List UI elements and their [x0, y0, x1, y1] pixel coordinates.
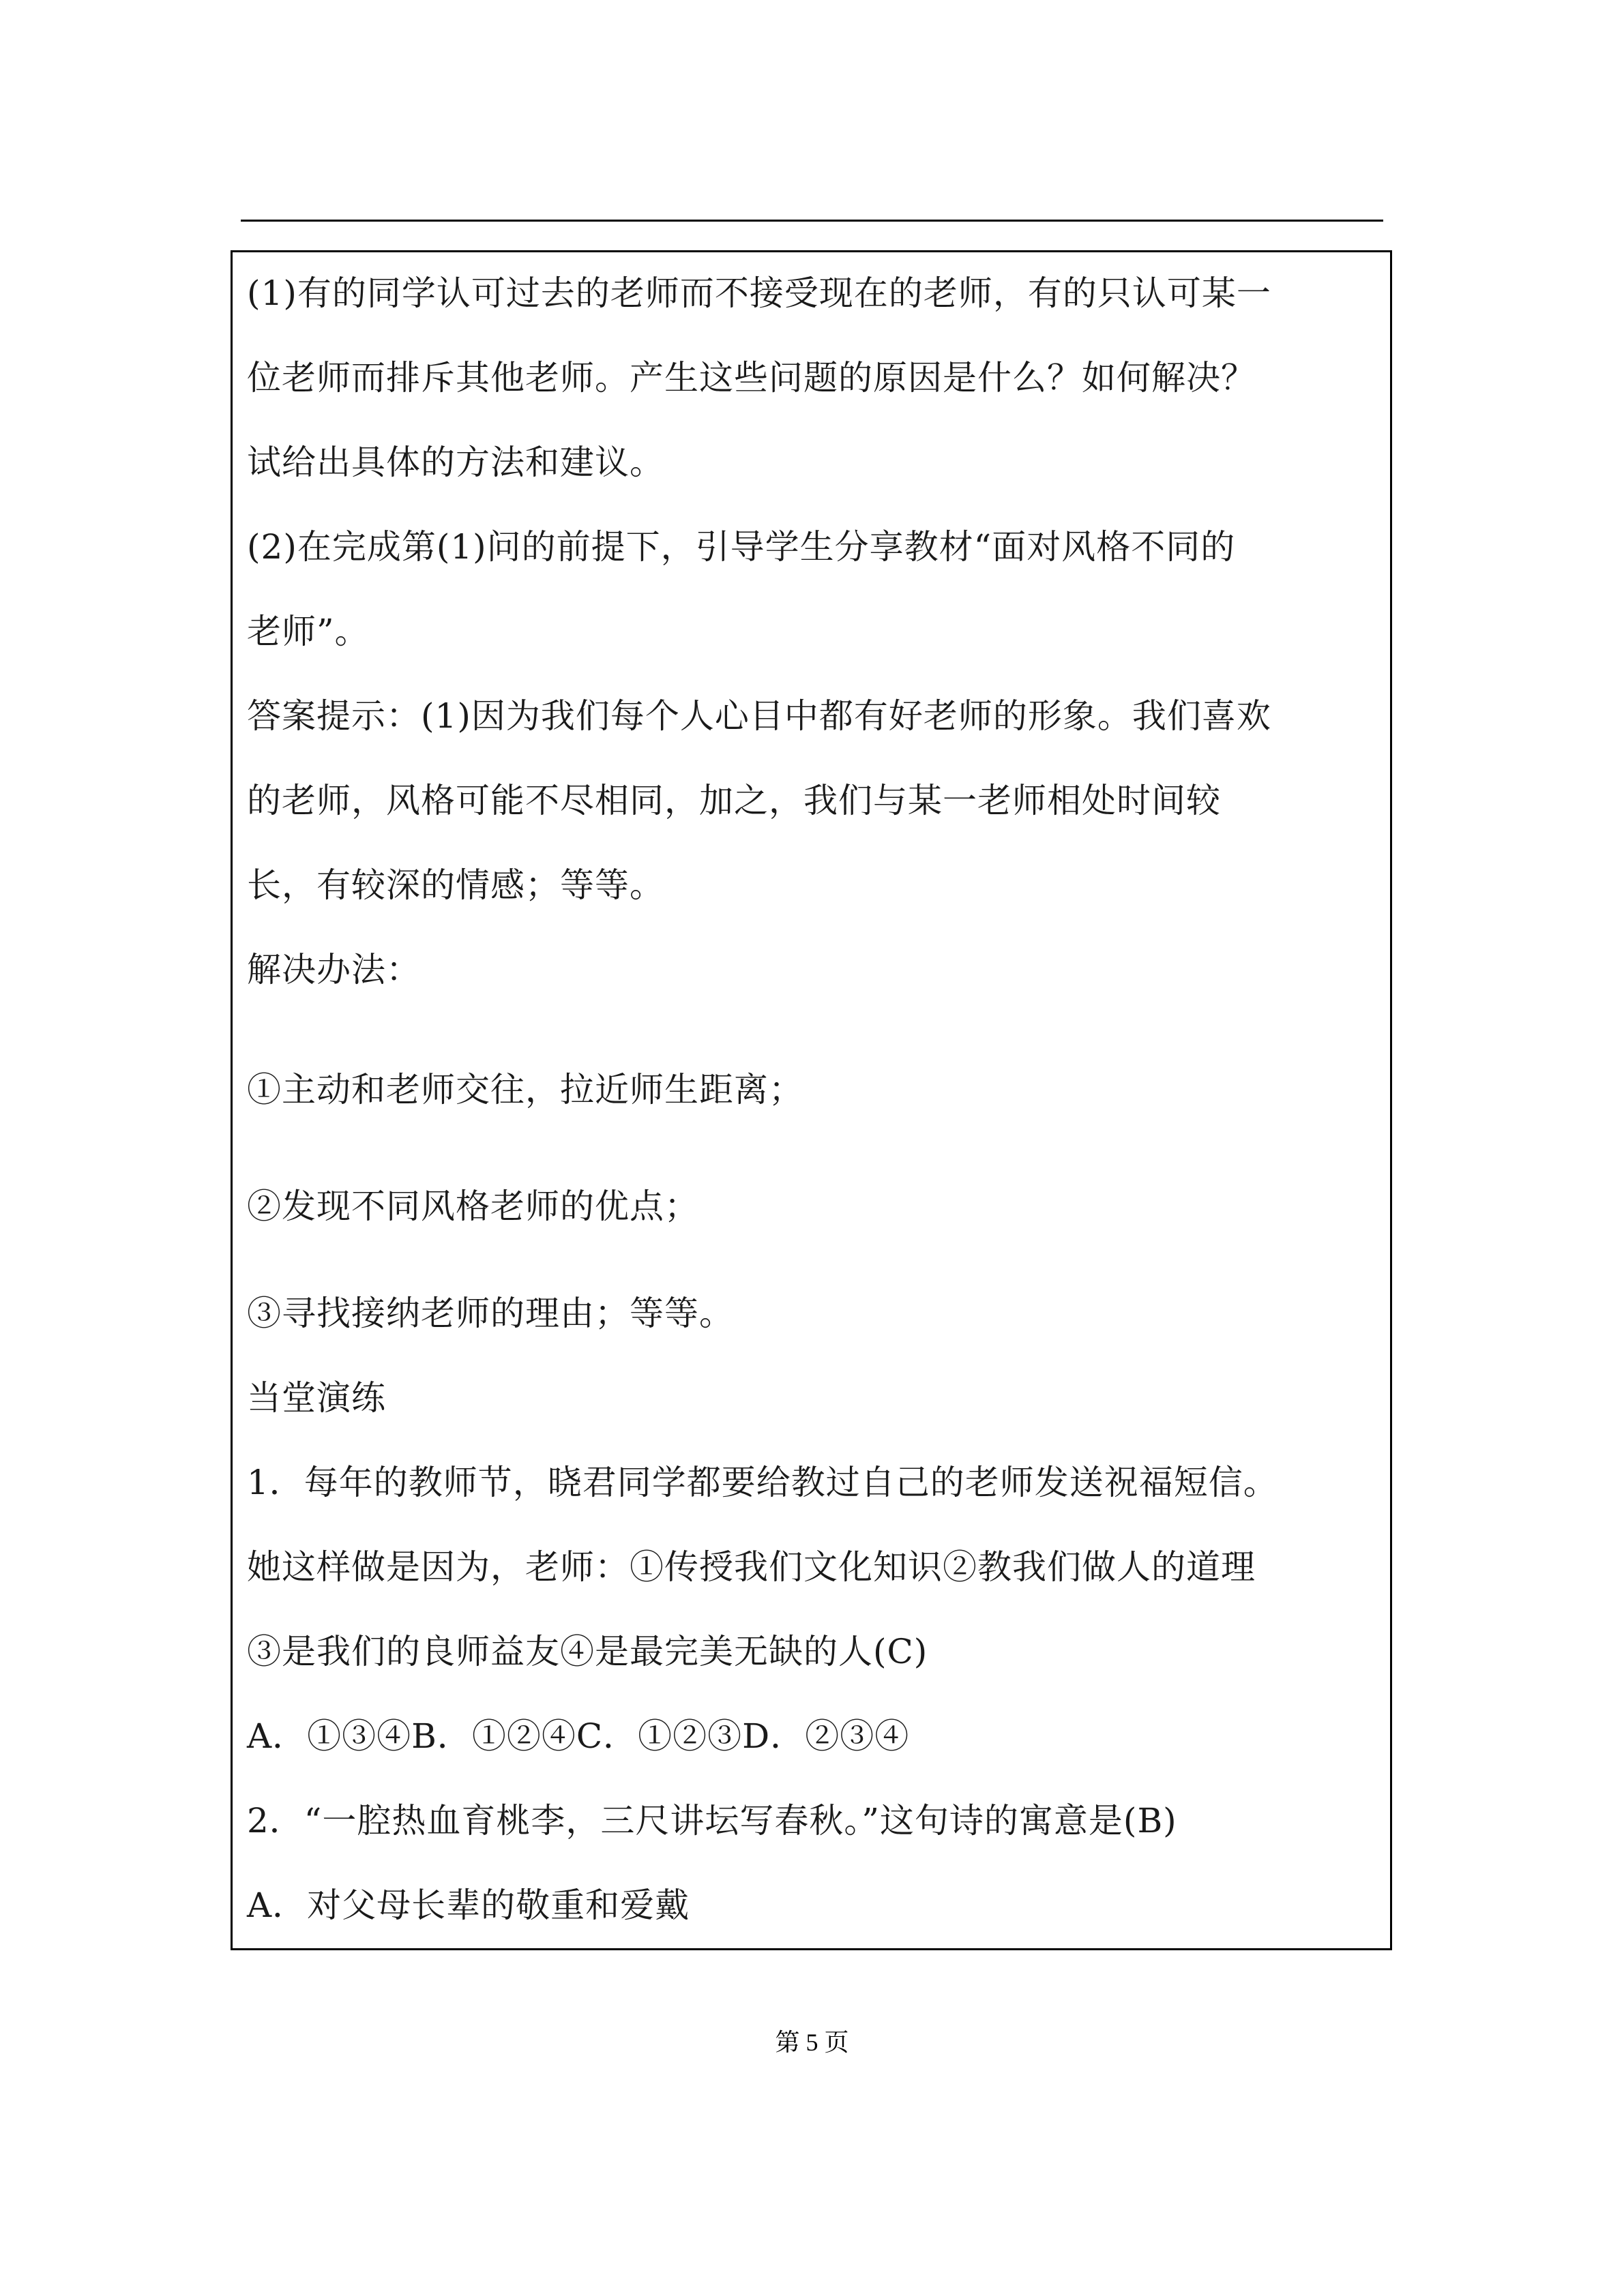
exercise-1-line-1: 1．每年的教师节，晓君同学都要给教过自己的老师发送祝福短信。 [247, 1463, 1278, 1502]
header-rule [241, 220, 1383, 222]
solution-item-3: ③寻找接纳老师的理由；等等。 [247, 1294, 734, 1333]
answer-hint-line-1: 答案提示：(1)因为我们每个人心目中都有好老师的形象。我们喜欢 [247, 696, 1271, 736]
question-1-line-3: 试给出具体的方法和建议。 [247, 443, 664, 482]
solution-item-1: ①主动和老师交往，拉近师生距离； [247, 1070, 803, 1109]
question-2-line-2: 老师”。 [247, 612, 370, 651]
exercise-2-option-a: A．对父母长辈的敬重和爱戴 [247, 1885, 690, 1925]
exercise-2-line-1: 2．“一腔热血育桃李，三尺讲坛写春秋。”这句诗的寓意是(B) [247, 1801, 1177, 1840]
question-1-line-1: (1)有的同学认可过去的老师而不接受现在的老师，有的只认可某一 [247, 273, 1271, 313]
question-2-line-1: (2)在完成第(1)问的前提下，引导学生分享教材“面对风格不同的 [247, 527, 1236, 567]
exercise-1-line-2: 她这样做是因为，老师：①传授我们文化知识②教我们做人的道理 [247, 1547, 1256, 1587]
exercise-1-line-3: ③是我们的良师益友④是最完美无缺的人(C) [247, 1632, 928, 1671]
answer-hint-line-3: 长，有较深的情感；等等。 [247, 865, 664, 905]
practice-heading: 当堂演练 [247, 1378, 386, 1418]
page-number: 第 5 页 [775, 2029, 849, 2056]
answer-hint-line-2: 的老师，风格可能不尽相同，加之，我们与某一老师相处时间较 [247, 781, 1221, 820]
solution-item-2: ②发现不同风格老师的优点； [247, 1187, 699, 1226]
solution-heading: 解决办法： [247, 950, 421, 989]
question-1-line-2: 位老师而排斥其他老师。产生这些问题的原因是什么？如何解决？ [247, 358, 1256, 398]
exercise-1-options: A．①③④B．①②④C．①②③D．②③④ [247, 1716, 910, 1756]
